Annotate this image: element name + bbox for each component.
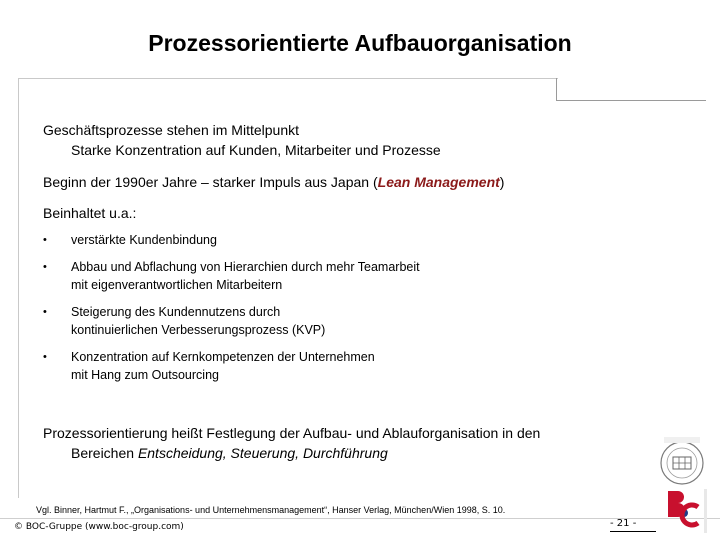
bullet-item-1 bbox=[71, 231, 541, 249]
bullet-dot: • bbox=[43, 234, 47, 246]
slide-title: Prozessorientierte Aufbauorganisation bbox=[148, 30, 572, 56]
lean-management-term: Lean Management bbox=[377, 174, 500, 190]
bullet-item-2-line1: Abbau und Abflachung von Hierarchien durch mehr Teamarbeit bbox=[71, 260, 420, 274]
statement-processes-center: Geschäftsprozesse stehen im Mittelpunkt bbox=[43, 122, 300, 138]
conclusion-line1: Prozessorientierung heißt Festlegung der Aufbau- und Ablauforganisation in den bbox=[43, 425, 541, 441]
footer-copyright: © BOC-Gruppe (www.boc-group.com) bbox=[14, 522, 184, 532]
page-number-underline bbox=[610, 531, 656, 532]
boc-logo-icon bbox=[664, 487, 708, 536]
conclusion-line2 bbox=[71, 444, 388, 462]
statement-japan-pre: Beginn der 1990er Jahre – starker Impuls aus Japan ( bbox=[43, 174, 378, 190]
statement-focus: Starke Konzentration auf Kunden, Mitarbeiter und Prozesse bbox=[71, 142, 441, 158]
bullet-dot: • bbox=[43, 306, 47, 318]
statement-japan-post: ) bbox=[499, 174, 505, 190]
university-seal-icon bbox=[656, 436, 708, 486]
conclusion-line2-pre: Bereichen bbox=[71, 445, 138, 461]
bullet-item-2-line2: mit eigenverantwortlichen Mitarbeitern bbox=[71, 278, 283, 292]
bullet-item-3-line1: Steigerung des Kundennutzens durch bbox=[71, 305, 281, 319]
bullet-item-4-line2: mit Hang zum Outsourcing bbox=[71, 368, 219, 382]
bullet-item-2 bbox=[71, 258, 541, 294]
bullet-item-4 bbox=[71, 348, 541, 384]
content-frame-left bbox=[18, 78, 19, 498]
bullet-item-4-line1: Konzentration auf Kernkompetenzen der Unternehmen bbox=[71, 350, 375, 364]
reference-citation: Vgl. Binner, Hartmut F., „Organisations- und Unternehmensmanagement“, Hanser Verlag, München/Wien 1998, S. 10. bbox=[36, 505, 506, 515]
bullet-dot: • bbox=[43, 351, 47, 363]
bullet-dot: • bbox=[43, 261, 47, 273]
frame-corner-vertical bbox=[556, 78, 557, 100]
bullet-item-1-line1: verstärkte Kundenbindung bbox=[71, 233, 217, 247]
frame-corner-horizontal bbox=[556, 100, 706, 101]
bullet-item-3-line2: kontinuierlichen Verbesserungsprozess (KVP) bbox=[71, 323, 326, 337]
contains-heading: Beinhaltet u.a.: bbox=[43, 205, 137, 221]
page-number: - 21 - bbox=[610, 518, 637, 529]
content-frame-top bbox=[18, 78, 558, 79]
statement-japan bbox=[43, 173, 504, 191]
conclusion-areas: Entscheidung, Steuerung, Durchführung bbox=[137, 445, 388, 461]
bullet-item-3 bbox=[71, 303, 541, 339]
